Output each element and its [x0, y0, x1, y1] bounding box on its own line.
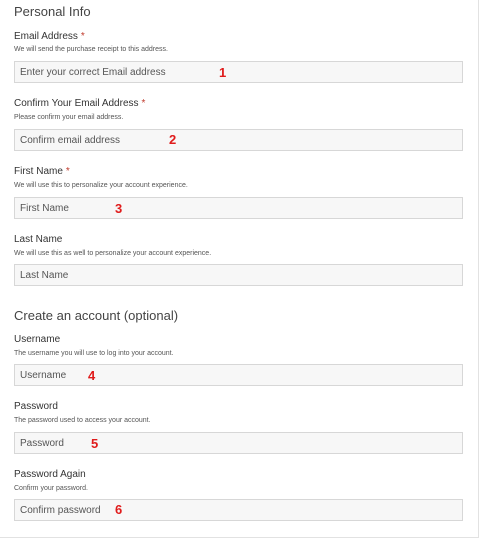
- first-name-label: [14, 166, 70, 177]
- email-description: We will send the purchase receipt to this address.: [14, 46, 168, 53]
- first-name-field[interactable]: [14, 197, 463, 219]
- password-again-description: Confirm your password.: [14, 485, 88, 492]
- first-name-required-asterisk: *: [65, 166, 70, 177]
- username-label: Username: [14, 334, 61, 345]
- username-description: The username you will use to log into your account.: [14, 350, 174, 357]
- confirm-email-description: Please confirm your email address.: [14, 114, 124, 121]
- annotation-marker-4: 4: [88, 368, 96, 383]
- last-name-field[interactable]: [14, 264, 463, 286]
- confirm-email-field[interactable]: [14, 129, 463, 151]
- password-again-label: Password Again: [14, 469, 86, 480]
- password-label: Password: [14, 401, 58, 412]
- email-required-asterisk: *: [80, 31, 85, 42]
- email-label: [14, 31, 85, 42]
- email-field[interactable]: [14, 61, 463, 83]
- confirm-email-required-asterisk: *: [141, 98, 146, 109]
- password-again-field[interactable]: [14, 499, 463, 521]
- annotation-marker-3: 3: [115, 201, 123, 216]
- create-account-heading: Create an account (optional): [14, 308, 179, 323]
- first-name-description: We will use this to personalize your account experience.: [14, 182, 188, 189]
- last-name-description: We will use this as well to personalize your account experience.: [14, 250, 212, 257]
- last-name-label: Last Name: [14, 234, 63, 245]
- annotation-marker-5: 5: [91, 436, 99, 451]
- password-description: The password used to access your account.: [14, 417, 151, 424]
- confirm-email-label: [14, 98, 145, 109]
- personal-info-heading: Personal Info: [14, 4, 91, 19]
- annotation-marker-2: 2: [169, 132, 177, 147]
- password-field[interactable]: [14, 432, 463, 454]
- annotation-marker-1: 1: [219, 65, 227, 80]
- email-label-text: Email Address: [14, 31, 78, 42]
- first-name-label-text: First Name: [14, 166, 63, 177]
- username-field[interactable]: [14, 364, 463, 386]
- confirm-email-label-text: Confirm Your Email Address: [14, 98, 139, 109]
- annotation-marker-6: 6: [115, 502, 123, 517]
